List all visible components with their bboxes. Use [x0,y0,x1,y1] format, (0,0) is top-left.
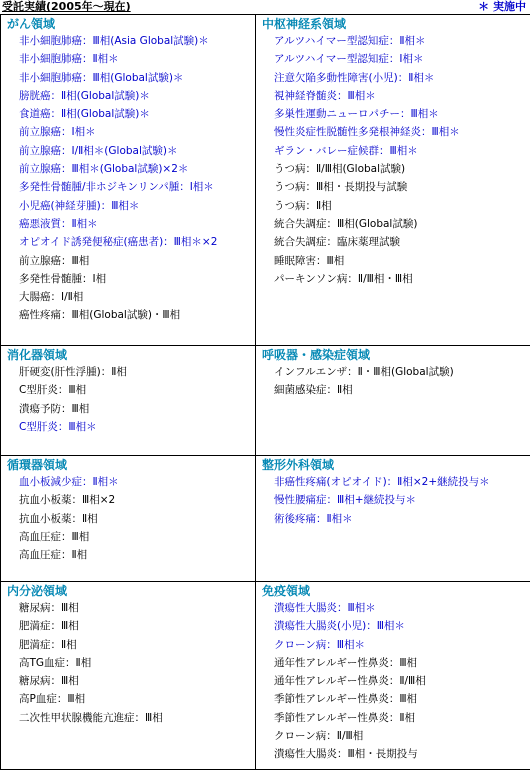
trial-item-completed: 統合失調症：Ⅲ相(Global試験) [274,217,418,230]
area-title: 中枢神経系領域 [262,17,347,31]
trial-item-completed: インフルエンザ：Ⅱ・Ⅲ相(Global試験) [274,366,454,378]
trial-item-ongoing: 慢性腰痛症：Ⅲ相+継続投与＊ [274,494,417,507]
area-row [1,456,530,582]
trial-item-completed: 高P血症：Ⅲ相 [19,693,86,706]
page-title: 受託実績(2005年～現在) [2,0,131,13]
trial-item-completed: 通年性アレルギー性鼻炎：Ⅲ相 [274,656,418,669]
therapeutic-areas-table [0,14,530,770]
area-cell-orthopedics [256,456,530,582]
trial-item-completed: 肥満症：Ⅲ相 [19,620,79,633]
trial-item-completed: 睡眠障害：Ⅲ相 [274,254,345,267]
trial-list [1,473,255,564]
trial-item-ongoing: 潰瘍性大腸炎：Ⅲ相＊ [274,602,376,614]
trial-item-ongoing: 慢性炎症性脱髄性多発根神経炎：Ⅲ相＊ [274,126,460,139]
trial-item-ongoing: アルツハイマー型認知症：Ⅱ相＊ [274,35,426,47]
trial-item-completed: 多発性骨髄腫：Ⅰ相 [19,272,107,285]
trial-list [256,473,530,528]
trial-item-ongoing: C型肝炎：Ⅲ相＊ [19,420,97,433]
trial-item-ongoing: クローン病：Ⅲ相＊ [274,638,366,651]
trial-item-completed: 抗血小板薬：Ⅱ相 [19,512,98,525]
area-title: 循環器領域 [7,458,68,472]
trial-item-ongoing: 食道癌：Ⅱ相(Global試験)＊ [19,108,150,121]
area-cell-endocrine [1,582,256,770]
area-title: がん領域 [7,17,56,31]
trial-item-ongoing: 多発性骨髄腫/非ホジキンリンパ腫：Ⅰ相＊ [19,181,214,194]
trial-list [256,32,530,288]
trial-item-ongoing: ギラン・バレー症候群：Ⅲ相＊ [274,144,418,157]
trial-item-ongoing: 術後疼痛：Ⅱ相＊ [274,512,353,525]
area-cell-gastroenterology [1,346,256,456]
trial-item-ongoing: 注意欠陥多動性障害(小児)：Ⅱ相＊ [274,71,435,84]
area-cell-cns [256,15,530,346]
trial-item-ongoing: 小児癌(神経芽腫)：Ⅲ相＊ [19,199,140,212]
trial-list [1,363,255,436]
trial-item-ongoing: 多巣性運動ニューロパチー：Ⅲ相＊ [274,108,439,121]
trial-item-completed: 抗血小板薬：Ⅲ相×2 [19,494,116,507]
area-row [1,346,530,456]
trial-item-ongoing: 視神経脊髄炎：Ⅲ相＊ [274,89,376,102]
trial-item-completed: うつ病：Ⅲ相・長期投与試験 [274,181,408,194]
trial-item-completed: 統合失調症：臨床薬理試験 [274,236,400,249]
trial-list [256,363,530,400]
trial-item-ongoing: オピオイド誘発便秘症(癌患者)：Ⅲ相＊×2 [19,236,218,249]
trial-item-completed: 二次性甲状腺機能亢進症：Ⅲ相 [19,711,163,724]
trial-item-completed: 肝硬変(肝性浮腫)：Ⅱ相 [19,366,127,378]
trial-item-completed: 潰瘍予防：Ⅲ相 [19,402,90,415]
trial-item-ongoing: 前立腺癌：Ⅰ/Ⅱ相＊(Global試験)＊ [19,144,178,157]
area-row [1,15,530,346]
trial-item-completed: 季節性アレルギー性鼻炎：Ⅱ相 [274,711,415,724]
trial-item-ongoing: 非癌性疼痛(オピオイド)：Ⅱ相×2+継続投与＊ [274,476,490,488]
trial-item-completed: 癌性疼痛：Ⅲ相(Global試験)・Ⅲ相 [19,309,181,322]
trial-item-ongoing: 非小細胞肺癌：Ⅲ相(Asia Global試験)＊ [19,35,209,47]
area-cell-immunology [256,582,530,770]
trial-item-completed: C型肝炎：Ⅲ相 [19,384,87,397]
trial-item-completed: 通年性アレルギー性鼻炎：Ⅱ/Ⅲ相 [274,675,426,688]
trial-item-ongoing: 血小板減少症：Ⅱ相＊ [19,476,119,488]
area-title: 免疫領域 [262,584,311,598]
area-title: 呼吸器・感染症領域 [262,348,371,362]
trial-list [1,599,255,727]
trial-item-completed: 季節性アレルギー性鼻炎：Ⅲ相 [274,693,418,706]
trial-item-ongoing: 非小細胞肺癌：Ⅱ相＊ [19,53,119,66]
ongoing-legend: ＊ 実施中 [478,0,526,13]
area-cell-respiratory-infection [256,346,530,456]
trial-item-completed: パーキンソン病：Ⅱ/Ⅲ相・Ⅲ相 [274,272,413,285]
trial-item-ongoing: 膀胱癌：Ⅱ相(Global試験)＊ [19,89,150,102]
page-header [0,0,530,14]
trial-item-completed: 糖尿病：Ⅲ相 [19,602,79,614]
trial-item-completed: クローン病：Ⅱ/Ⅲ相 [274,730,364,743]
trial-item-ongoing: 前立腺癌：Ⅰ相＊ [19,126,96,139]
trial-item-ongoing: 非小細胞肺癌：Ⅲ相(Global試験)＊ [19,71,184,84]
trial-item-completed: 糖尿病：Ⅲ相 [19,675,79,688]
trial-item-completed: 前立腺癌：Ⅲ相 [19,254,90,267]
trial-item-completed: 肥満症：Ⅱ相 [19,638,77,651]
trial-item-ongoing: 前立腺癌：Ⅲ相＊(Global試験)×2＊ [19,163,189,176]
trial-list [1,32,255,325]
area-cell-oncology [1,15,256,346]
trial-item-completed: うつ病：Ⅱ/Ⅲ相(Global試験) [274,163,406,176]
trial-item-completed: 潰瘍性大腸炎：Ⅲ相・長期投与 [274,748,418,761]
trial-item-completed: 高TG血症：Ⅱ相 [19,656,92,669]
trial-item-completed: 細菌感染症：Ⅱ相 [274,384,353,397]
area-cell-cardiovascular [1,456,256,582]
area-title: 消化器領域 [7,348,68,362]
trial-item-completed: うつ病：Ⅱ相 [274,199,332,212]
trial-item-completed: 高血圧症：Ⅱ相 [19,549,88,562]
area-title: 整形外科領域 [262,458,335,472]
trial-item-ongoing: アルツハイマー型認知症：Ⅰ相＊ [274,53,424,66]
trial-item-ongoing: 癌悪液質：Ⅱ相＊ [19,217,98,230]
trial-item-ongoing: 潰瘍性大腸炎(小児)：Ⅲ相＊ [274,620,405,633]
trial-list [256,599,530,764]
area-title: 内分泌領域 [7,584,68,598]
trial-item-completed: 大腸癌：Ⅰ/Ⅱ相 [19,291,84,304]
trial-item-completed: 高血圧症：Ⅲ相 [19,530,90,543]
area-row [1,582,530,770]
